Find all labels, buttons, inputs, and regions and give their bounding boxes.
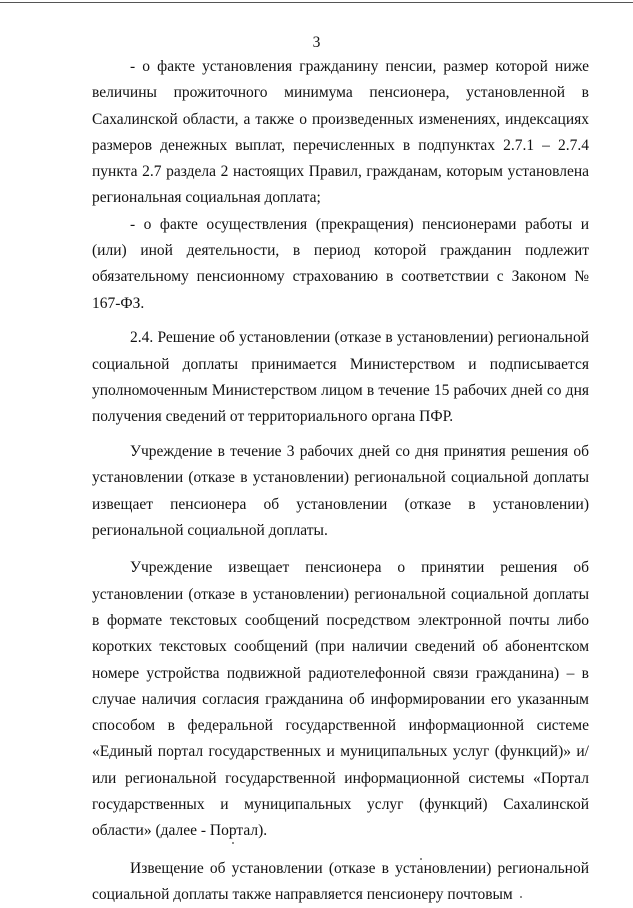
- page-number: 3: [312, 34, 321, 51]
- scan-speck: [232, 842, 234, 844]
- scan-edge-line: [0, 2, 633, 3]
- document-body: [92, 54, 589, 908]
- scan-speck: [420, 858, 422, 860]
- paragraph-pension-fact: - о факте установления гражданину пенсии, размер которой ниже величины прожиточного минимума пенсионера, установленной в Сахалинской области, а также о произведенных изменениях, индексациях размеров денежных выплат, перечисленных в подпунктах 2.7.1 – 2.7.4 пункта 2.7 раздела 2 настоящих Правил, гражданам, которым установлена региональная социальная доплата;: [92, 58, 589, 207]
- paragraph-notification-3-days: Учреждение в течение 3 рабочих дней со дня принятия решения об установлении (отказе в установлении) региональной социальной доплаты извещает пенсионера об установлении (отказе в установлении) региональной социальной доплаты.: [92, 443, 589, 540]
- paragraph-notification-format: Учреждение извещает пенсионера о принятии решения об установлении (отказе в установлении) региональной социальной доплаты в формате текстовых сообщений посредством электронной почты либо коротких текстовых сообщений (при наличии сведений об абонентском номере устройства подвижной радиотелефонной связи гражданина) – в случае наличия согласия гражданина об информировании его указанным способом в федеральной государственной информационной системе «Единый портал государственных и муниципальных услуг (функций)» и/или региональной государственной информационной системы «Портал государственных и муниципальных услуг (функций) Сахалинской области» (далее - Портал).: [92, 559, 589, 840]
- paragraph-2-4-decision: 2.4. Решение об установлении (отказе в установлении) региональной социальной доплаты принимается Министерством и подписывается уполномоченным Министерством лицом в течение 15 рабочих дней со дня получения сведений от территориального органа ПФР.: [92, 329, 589, 426]
- paragraph-work-fact: - о факте осуществления (прекращения) пенсионерами работы и (или) иной деятельности, в период которой гражданин подлежит обязательному пенсионному страхованию в соответствии с Законом № 167-ФЗ.: [92, 215, 589, 312]
- paragraph-postal-notice: Извещение об установлении (отказе в установлении) региональной социальной доплаты также направляется пенсионеру почтовым: [92, 859, 589, 903]
- scan-speck: [520, 896, 522, 898]
